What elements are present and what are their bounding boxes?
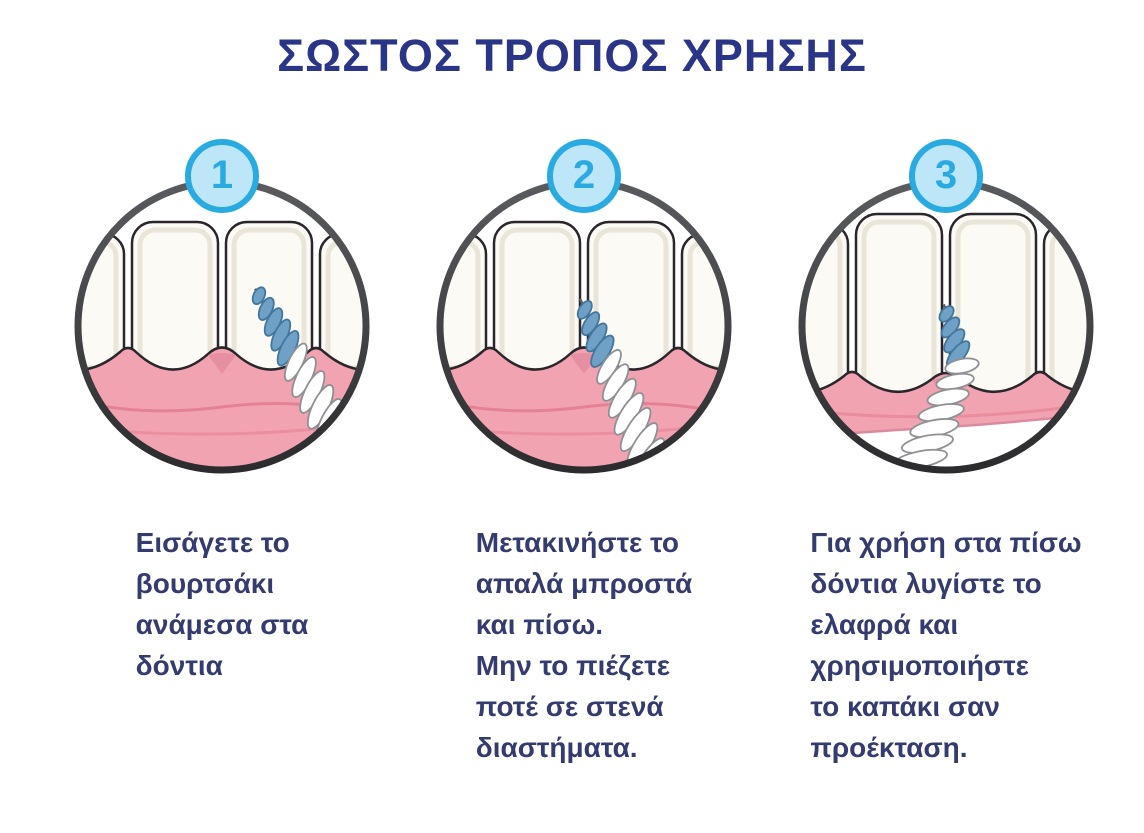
caption-line: δόντια: [135, 650, 223, 681]
step-number: 3: [934, 153, 958, 197]
gum: [434, 348, 734, 477]
caption-line: χρησιμοποιήστε: [810, 650, 1029, 681]
page-title: ΣΩΣΤΟΣ ΤΡΟΠΟΣ ΧΡΗΣΗΣ: [277, 30, 867, 81]
step-badge-1: [185, 139, 259, 213]
step-caption-1: [136, 522, 309, 686]
caption-line: Εισάγετε το: [135, 527, 290, 558]
step-number: 1: [210, 153, 234, 197]
caption-line: το καπάκι σαν: [810, 691, 1000, 722]
step-panel-3: [786, 138, 1106, 768]
teeth-illustration-step-3: [796, 176, 1096, 476]
teeth-illustration-step-1: [72, 176, 372, 476]
step-1-figure: [72, 153, 372, 476]
caption-line: δόντια λυγίστε το: [810, 568, 1042, 599]
teeth-illustration-step-2: [434, 176, 734, 476]
caption-line: ανάμεσα στα: [135, 609, 309, 640]
caption-line: προέκταση.: [810, 732, 968, 763]
caption-line: ποτέ σε στενά: [475, 691, 664, 722]
caption-line: Μετακινήστε το: [475, 527, 679, 558]
step-panel-1: [62, 138, 382, 768]
step-2-figure: [434, 153, 734, 476]
caption-line: απαλά μπροστά: [475, 568, 693, 599]
step-3-figure: [796, 153, 1096, 476]
step-panel-2: [424, 138, 744, 768]
step-caption-3: [810, 522, 1081, 768]
caption-line: διαστήματα.: [475, 732, 638, 763]
step-caption-2: [476, 522, 692, 768]
caption-line: βουρτσάκι: [135, 568, 275, 599]
caption-line: Για χρήση στα πίσω: [810, 527, 1082, 558]
caption-line: ελαφρά και: [810, 609, 959, 640]
step-badge-3: [909, 139, 983, 213]
step-number: 2: [572, 153, 596, 197]
caption-line: Μην το πιέζετε: [475, 650, 670, 681]
steps-row: [0, 138, 1144, 768]
step-badge-2: [547, 139, 621, 213]
caption-line: και πίσω.: [475, 609, 604, 640]
